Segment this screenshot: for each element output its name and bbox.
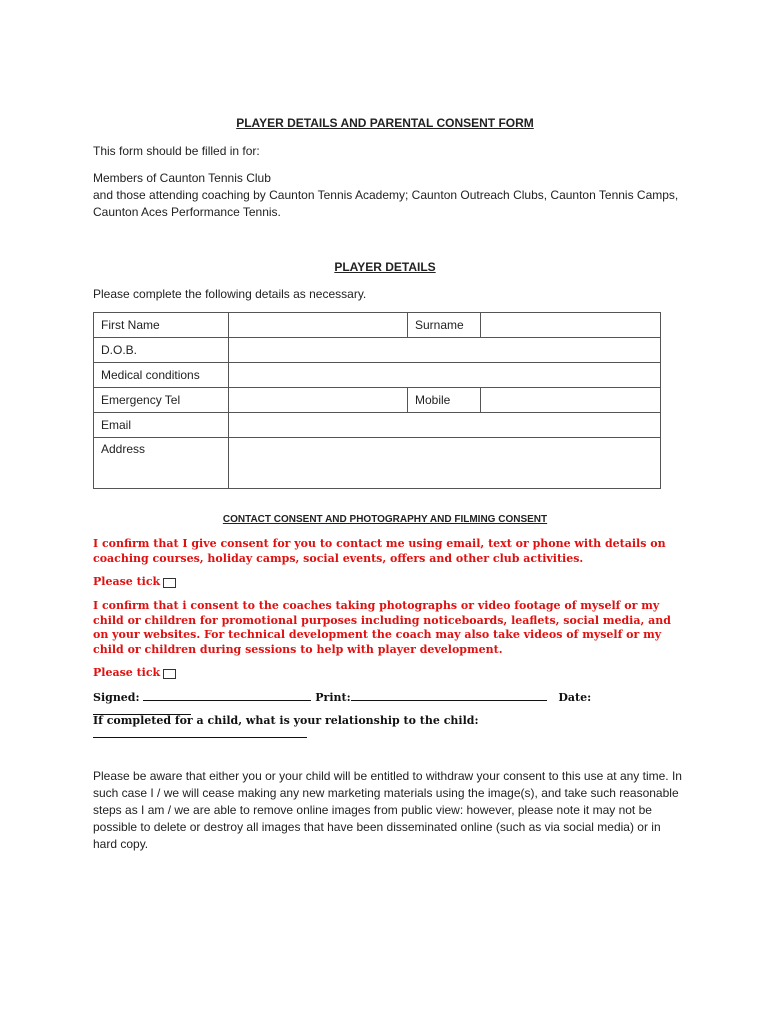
address-field[interactable] <box>229 438 661 489</box>
mobile-label: Mobile <box>408 388 481 413</box>
intro-line-3: and those attending coaching by Caunton Tennis Academy; Caunton Outreach Clubs, Caunton Tennis Camps, Caunton Aces Performance Tennis. <box>93 188 679 219</box>
player-details-heading: PLAYER DETAILS <box>334 260 436 274</box>
photo-consent-text: I confirm that i consent to the coaches taking photographs or video footage of myself or my child or children for promotional purposes including noticeboards, leaflets, social media, and on your websites. For technical development the coach may also take videos of myself or my child or children during sessions to help with player development. <box>93 599 671 656</box>
signed-label: Signed: <box>93 691 140 704</box>
dob-field[interactable] <box>229 338 661 363</box>
tick-label-2: Please tick <box>93 666 161 679</box>
email-field[interactable] <box>229 413 661 438</box>
relationship-field[interactable] <box>93 727 307 738</box>
date-label: Date: <box>558 691 592 704</box>
dob-label: D.O.B. <box>94 338 229 363</box>
surname-label: Surname <box>408 313 481 338</box>
contact-consent-text: I confirm that I give consent for you to contact me using email, text or phone with details on coaching courses, holiday camps, social events, offers and other club activities. <box>93 537 666 565</box>
relationship-label: If completed for a child, what is your relationship to the child: <box>93 714 479 727</box>
consent-heading: CONTACT CONSENT AND PHOTOGRAPHY AND FILMING CONSENT <box>222 514 548 525</box>
surname-field[interactable] <box>481 313 661 338</box>
tick-row-1 <box>93 575 673 590</box>
emergency-tel-label: Emergency Tel <box>94 388 229 413</box>
photo-consent-checkbox[interactable] <box>163 669 176 679</box>
withdrawal-notice: Please be aware that either you or your child will be entitled to withdraw your consent to this use at any time. In such case I / we will cease making any new marketing materials using the image(s), and take such reasonable steps as I am / we are able to remove online images from public view: however, please note it may not be possible to delete or destroy all images that have been disseminated online (such as via social media) or in hard copy. <box>93 769 682 851</box>
address-label: Address <box>94 438 229 489</box>
signed-field[interactable] <box>143 690 311 701</box>
form-title: PLAYER DETAILS AND PARENTAL CONSENT FORM <box>236 116 534 130</box>
contact-consent-checkbox[interactable] <box>163 578 176 588</box>
intro-line-1: This form should be filled in for: <box>93 144 260 158</box>
relationship-row <box>93 714 683 741</box>
medical-conditions-field[interactable] <box>229 363 661 388</box>
mobile-field[interactable] <box>481 388 661 413</box>
emergency-tel-field[interactable] <box>229 388 408 413</box>
first-name-label: First Name <box>94 313 229 338</box>
tick-label-1: Please tick <box>93 575 161 588</box>
player-details-table <box>93 312 661 489</box>
player-details-instruction: Please complete the following details as necessary. <box>93 287 367 301</box>
tick-row-2 <box>93 666 673 681</box>
print-label: Print: <box>315 691 351 704</box>
print-field[interactable] <box>351 690 547 701</box>
medical-conditions-label: Medical conditions <box>94 363 229 388</box>
email-label: Email <box>94 413 229 438</box>
first-name-field[interactable] <box>229 313 408 338</box>
intro-line-2: Members of Caunton Tennis Club <box>93 171 271 185</box>
